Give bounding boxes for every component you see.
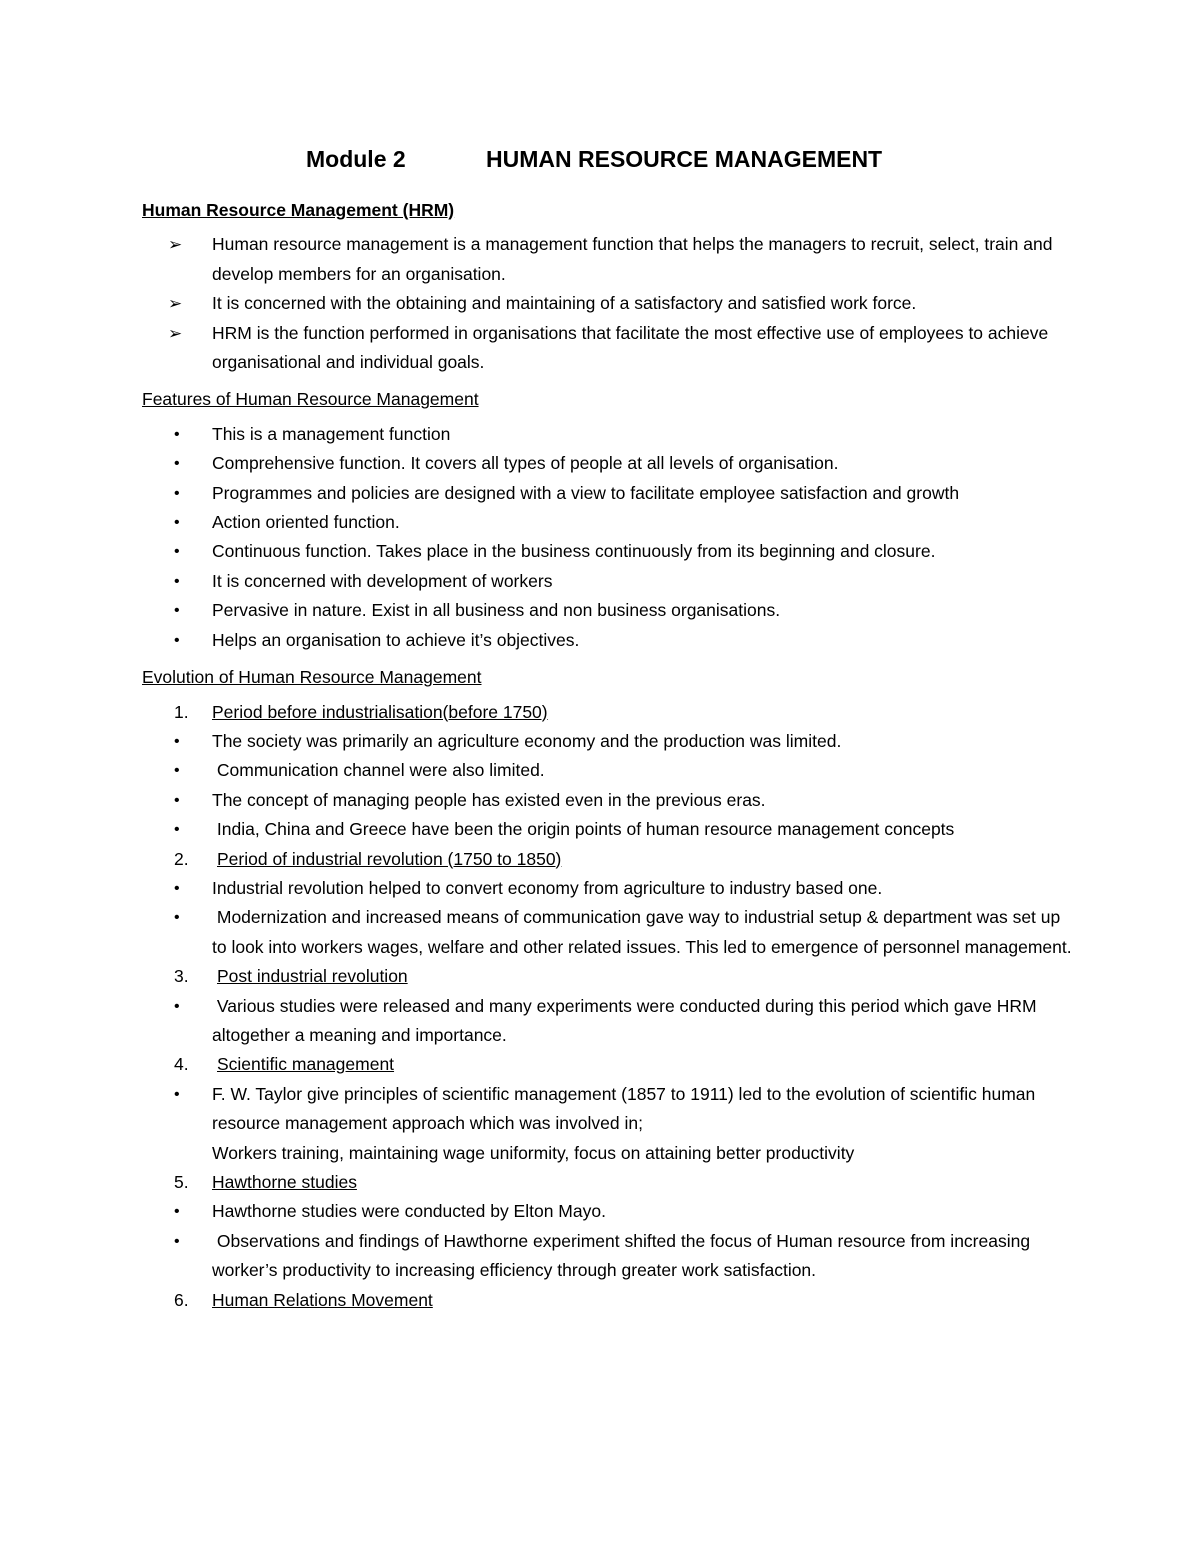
- features-list: [142, 420, 1072, 655]
- list-item-text: This is a management function: [212, 423, 451, 444]
- bullet-icon: •: [174, 602, 180, 620]
- period-title: Scientific management: [217, 1054, 395, 1075]
- list-item: [142, 786, 1072, 815]
- bullet-icon: •: [174, 1232, 180, 1250]
- list-item: [142, 992, 1072, 1051]
- list-item: [142, 1227, 1072, 1286]
- period-heading: [142, 1050, 1072, 1079]
- bullet-icon: •: [174, 791, 180, 809]
- list-item-text: Continuous function. Takes place in the business continuously from its beginning and closure.: [212, 541, 936, 562]
- list-item-text: The concept of managing people has existed even in the previous eras.: [212, 789, 766, 810]
- period-heading: [142, 1286, 1072, 1315]
- list-item-text: Helps an organisation to achieve it’s objectives.: [212, 629, 580, 650]
- list-item: [142, 727, 1072, 756]
- list-item-text: F. W. Taylor give principles of scientific management (1857 to 1911) led to the evolution of scientific human resource management approach which was involved in;: [212, 1083, 1036, 1134]
- module-name: HUMAN RESOURCE MANAGEMENT: [486, 146, 883, 172]
- period-number: 1.: [174, 701, 189, 722]
- period-heading: [142, 962, 1072, 991]
- list-item-text: Programmes and policies are designed with a view to facilitate employee satisfaction and growth: [212, 482, 960, 503]
- list-item-text: Workers training, maintaining wage uniformity, focus on attaining better productivity: [212, 1142, 855, 1163]
- bullet-icon: •: [174, 514, 180, 532]
- list-item: [142, 1197, 1072, 1226]
- period-heading: [142, 1168, 1072, 1197]
- list-item: [142, 874, 1072, 903]
- list-item: [142, 289, 1072, 318]
- hrm-list: [142, 230, 1072, 377]
- bullet-icon: •: [174, 1085, 180, 1103]
- evolution-list: [142, 698, 1072, 1316]
- list-item-text: HRM is the function performed in organisations that facilitate the most effective use of employees to achieve organisational and individual goals.: [212, 322, 1049, 373]
- list-item-text: Modernization and increased means of communication gave way to industrial setup & department was set up to look into workers wages, welfare and other related issues. This led to emergence of personnel management.: [212, 907, 1072, 957]
- bullet-icon: •: [174, 543, 180, 561]
- list-item-text: Communication channel were also limited.: [212, 760, 545, 781]
- arrow-bullet-icon: ➢: [168, 323, 183, 343]
- list-item-text: India, China and Greece have been the origin points of human resource management concepts: [212, 819, 955, 840]
- list-item-text: It is concerned with development of workers: [212, 570, 553, 591]
- period-number: 6.: [174, 1289, 189, 1310]
- list-item: [142, 537, 1072, 566]
- bullet-icon: •: [174, 631, 180, 649]
- list-item: [142, 449, 1072, 478]
- period-title: Human Relations Movement: [212, 1289, 433, 1310]
- features-heading: Features of Human Resource Management: [142, 389, 479, 410]
- list-item-text: Industrial revolution helped to convert economy from agriculture to industry based one.: [212, 877, 883, 898]
- bullet-icon: •: [174, 572, 180, 590]
- bullet-icon: •: [174, 821, 180, 839]
- document-body: [142, 196, 1072, 1315]
- bullet-icon: •: [174, 997, 180, 1015]
- list-item: [142, 596, 1072, 625]
- list-item-text: It is concerned with the obtaining and maintaining of a satisfactory and satisfied work force.: [212, 293, 917, 314]
- list-item: [142, 815, 1072, 844]
- evolution-heading: Evolution of Human Resource Management: [142, 667, 482, 688]
- list-item-text: Comprehensive function. It covers all types of people at all levels of organisation.: [212, 453, 839, 474]
- bullet-icon: •: [174, 879, 180, 897]
- period-heading: [142, 698, 1072, 727]
- list-item-text: The society was primarily an agriculture economy and the production was limited.: [212, 730, 842, 751]
- period-title: Hawthorne studies: [212, 1172, 357, 1192]
- list-item: [142, 508, 1072, 537]
- period-number: 5.: [174, 1172, 189, 1192]
- list-item-text: Various studies were released and many experiments were conducted during this period which gave HRM altogether a meaning and importance.: [212, 995, 1042, 1045]
- list-item-text: Hawthorne studies were conducted by Elton Mayo.: [212, 1201, 606, 1222]
- list-item: [142, 567, 1072, 596]
- list-item-text: Human resource management is a management function that helps the managers to recruit, select, train and develop members for an organisation.: [212, 234, 1053, 284]
- list-item: [142, 756, 1072, 785]
- list-item: [142, 903, 1072, 962]
- bullet-icon: •: [174, 425, 180, 443]
- list-item: [142, 230, 1072, 289]
- period-title: Period of industrial revolution (1750 to 1850): [217, 848, 562, 869]
- list-item: [142, 479, 1072, 508]
- bullet-icon: •: [174, 762, 180, 780]
- page-title: [306, 146, 882, 173]
- list-item: [142, 319, 1072, 378]
- list-item: [142, 1080, 1072, 1139]
- arrow-bullet-icon: ➢: [168, 294, 183, 314]
- module-label: Module 2: [306, 146, 406, 172]
- bullet-icon: •: [174, 909, 180, 927]
- bullet-icon: •: [174, 732, 180, 750]
- hrm-heading: Human Resource Management (HRM): [142, 200, 455, 220]
- list-item-text: Pervasive in nature. Exist in all business and non business organisations.: [212, 600, 781, 621]
- bullet-icon: •: [174, 484, 180, 502]
- period-heading: [142, 845, 1072, 874]
- list-item: [142, 626, 1072, 655]
- period-number: 4.: [174, 1054, 189, 1075]
- list-item-text: Action oriented function.: [212, 512, 400, 533]
- bullet-icon: •: [174, 1203, 180, 1221]
- list-item: [142, 420, 1072, 449]
- period-number: 2.: [174, 848, 189, 869]
- list-item-continuation: [142, 1139, 1072, 1168]
- period-number: 3.: [174, 966, 189, 987]
- period-title: Post industrial revolution: [217, 966, 408, 987]
- arrow-bullet-icon: ➢: [168, 235, 183, 255]
- bullet-icon: •: [174, 455, 180, 473]
- period-title: Period before industrialisation(before 1750): [212, 701, 548, 722]
- list-item-text: Observations and findings of Hawthorne experiment shifted the focus of Human resource from increasing worker’s productivity to increasing efficiency through greater work satisfaction.: [212, 1230, 1035, 1281]
